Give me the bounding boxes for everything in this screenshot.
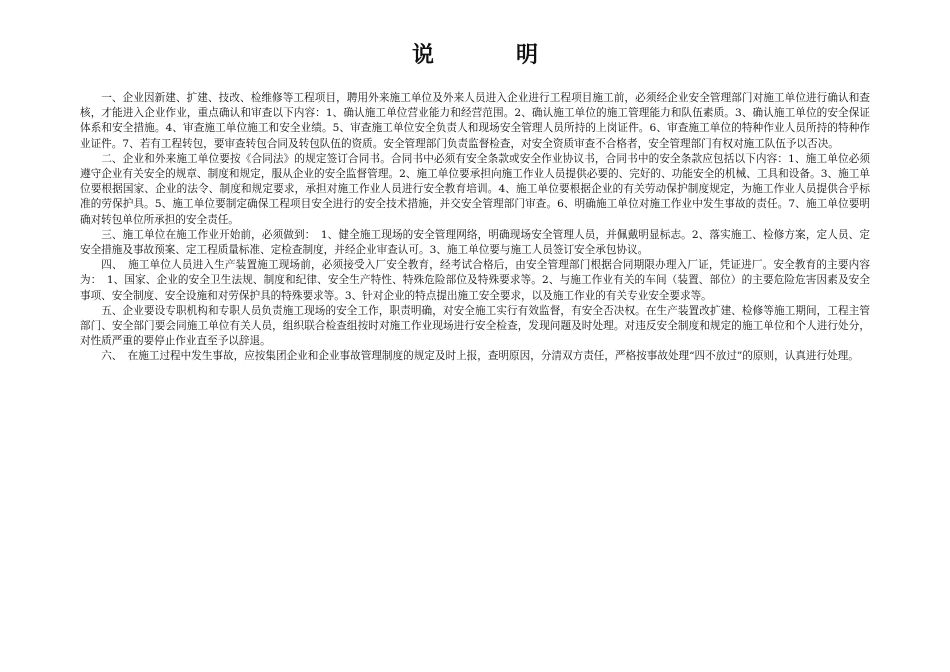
paragraph-2: 二、企业和外来施工单位要按《合同法》的规定签订合同书。合同书中必须有安全条款或安全作业协议书，合同书中的安全条款应包括以下内容：1、施工单位必须遵守企业有关安全的规章、制度和规定，服从企业的安全监督管理。2、施工单位要承担向施工作业人员提供必要的、完好的、功能安全的机械、工具和设备。3、施工单位要根据国家、企业的法令、制度和规定要求，承担对施工作业人员进行安全教育培训。4、施工单位要根据企业的有关劳动保护制度规定，为施工作业人员提供合乎标准的劳保护具。5、施工单位要制定确保工程项目安全进行的安全技术措施，并交安全管理部门审查。6、明确施工单位对施工作业中发生事故的责任。7、施工单位要明确对转包单位所承担的安全责任。 <box>80 152 870 226</box>
document-body <box>80 91 870 365</box>
paragraph-6: 六、 在施工过程中发生事故，应按集团企业和企业事故管理制度的规定及时上报，查明原因，分清双方责任，严格按事故处理“四不放过”的原则，认真进行处理。 <box>101 350 859 363</box>
paragraph-5: 五、企业要设专职机构和专职人员负责施工现场的安全工作，职责明确，对安全施工实行有效监督，有安全否决权。在生产装置改扩建、检修等施工期间，工程主管部门、安全部门要会同施工单位有关人员，组织联合检查组按时对施工作业现场进行安全检查，发现问题及时处理。对违反安全制度和规定的施工单位和个人进行处分，对性质严重的要停止作业直至予以辞退。 <box>80 304 870 348</box>
page-title: 说 明 <box>411 43 568 68</box>
paragraph-3: 三、施工单位在施工作业开始前，必须做到： 1、健全施工现场的安全管理网络，明确现场安全管理人员，并佩戴明显标志。2、落实施工、检修方案，定人员、定安全措施及事故预案、定工程质量标准、定检查制度，并经企业审查认可。3、施工单位要与施工人员签订安全承包协议。 <box>80 228 870 257</box>
paragraph-4: 四、 施工单位人员进入生产装置施工现场前，必须接受入厂安全教育，经考试合格后，由安全管理部门根据合同期限办理入厂证，凭证进厂。安全教育的主要内容为： 1、国家、企业的安全卫生法规、制度和纪律、安全生产特性、特殊危险部位及特殊要求等。2、与施工作业有关的车间（装置、部位）的主要危险危害因素及安全事项、安全制度、安全设施和对劳保护具的特殊要求等。3、针对企业的特点提出施工安全要求，以及施工作业的有关专业安全要求等。 <box>80 259 870 302</box>
paragraph-1: 一、企业因新建、扩建、技改、检维修等工程项目，聘用外来施工单位及外来人员进入企业进行工程项目施工前，必须经企业安全管理部门对施工单位进行确认和查核，才能进入企业作业，重点确认和审查以下内容：1、确认施工单位营业能力和经营范围。2、确认施工单位的施工管理能力和队伍素质。3、确认施工单位的安全保证体系和安全措施。4、审查施工单位施工和安全业绩。5、审查施工单位安全负责人和现场安全管理人员所持的上岗证件。6、审查施工单位的特种作业人员所持的特种作业证件。7、若有工程转包，要审查转包合同及转包队伍的资质。安全管理部门负责监督检查，对安全资质审查不合格者，安全管理部门有权对施工队伍予以否决。 <box>80 92 870 150</box>
